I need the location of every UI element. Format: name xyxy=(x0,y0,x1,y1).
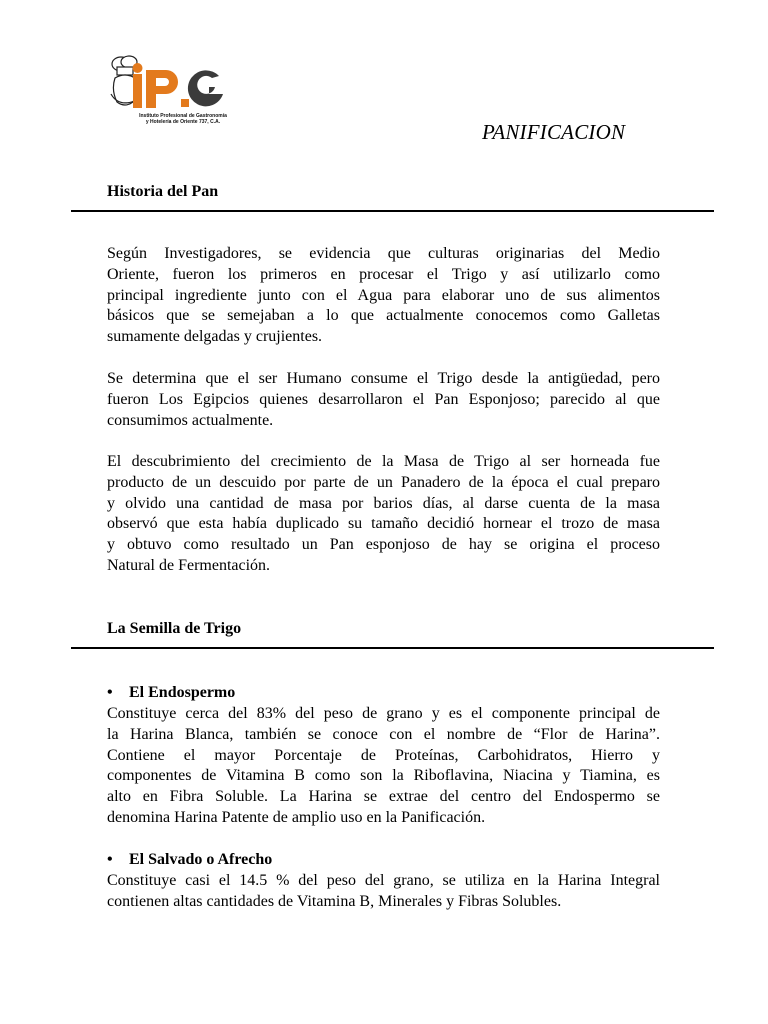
text-line: consumimos actualmente. xyxy=(107,411,274,429)
text-line: Contiene el mayor Porcentaje de Proteínas, Carbohidratos, Hierro y xyxy=(107,746,660,764)
section-heading-historia: Historia del Pan xyxy=(107,183,219,200)
text-line: componentes de Vitamina B como son la Riboflavina, Niacina y Tiamina, es xyxy=(107,767,660,785)
paragraph-3 xyxy=(107,452,660,577)
section-heading-semilla: La Semilla de Trigo xyxy=(107,620,242,637)
bullet-body-endospermo xyxy=(107,704,660,829)
paragraph-1 xyxy=(107,244,660,348)
text-line: Oriente, fueron los primeros en procesar el Trigo y así utilizarlo como xyxy=(107,265,660,283)
institute-logo xyxy=(107,54,229,144)
text-line: Natural de Fermentación. xyxy=(107,556,271,574)
section-divider xyxy=(71,647,714,649)
bullet-title: El Endospermo xyxy=(129,684,236,701)
text-line: básicos que se semejaban a lo que actualmente conocemos como Galletas xyxy=(107,307,660,325)
bullet-salvado xyxy=(107,851,272,869)
text-line: Según Investigadores, se evidencia que culturas originarias del Medio xyxy=(107,245,660,262)
text-line: y obtuvo como resultado un Pan esponjoso de hay se origina el proceso xyxy=(107,536,660,554)
bullet-title: El Salvado o Afrecho xyxy=(129,851,273,868)
chef-hat-logo-graphic xyxy=(107,54,229,114)
text-line: Constituye cerca del 83% del peso de grano y es el componente principal de xyxy=(107,705,660,722)
text-line: denomina Harina Patente de amplio uso en la Panificación. xyxy=(107,808,486,826)
text-line: Constituye casi el 14.5 % del peso del grano, se utiliza en la Harina Integral xyxy=(107,872,660,889)
paragraph-2 xyxy=(107,369,660,431)
section-divider xyxy=(71,210,714,212)
bullet-body-salvado xyxy=(107,871,660,913)
text-line: sumamente delgadas y crujientes. xyxy=(107,328,323,346)
bullet-endospermo xyxy=(107,684,235,702)
document-title: PANIFICACION xyxy=(482,120,626,144)
logo-caption xyxy=(128,113,238,125)
text-line: principal ingrediente junto con el Agua para elaborar uno de sus alimentos xyxy=(107,286,660,304)
text-line: El descubrimiento del crecimiento de la Masa de Trigo al ser horneada fue xyxy=(107,453,660,470)
text-line: fueron Los Egipcios quienes desarrollaron el Pan Esponjoso; parecido al que xyxy=(107,390,660,408)
text-line: alto en Fibra Soluble. La Harina se extrae del centro del Endospermo se xyxy=(107,788,660,806)
text-line: observó que esta había duplicado su tamaño decidió hornear el trozo de masa xyxy=(107,515,660,533)
logo-caption-line-2: y Hotelería de Oriente 737, C.A. xyxy=(145,119,221,125)
bullet-marker: • xyxy=(107,851,113,868)
logo-caption-line-1: Instituto Profesional de Gastronomía xyxy=(139,113,227,119)
text-line: la Harina Blanca, también se conoce con el nombre de “Flor de Harina”. xyxy=(107,725,660,743)
bullet-marker: • xyxy=(107,684,113,701)
text-line: contienen altas cantidades de Vitamina B, Minerales y Fibras Solubles. xyxy=(107,892,562,910)
text-line: y olvido una cantidad de masa por barios días, al darse cuenta de la masa xyxy=(107,494,660,512)
text-line: Se determina que el ser Humano consume el Trigo desde la antigüedad, pero xyxy=(107,370,660,387)
text-line: producto de un descuido por parte de un Panadero de la época el cual preparo xyxy=(107,473,660,491)
